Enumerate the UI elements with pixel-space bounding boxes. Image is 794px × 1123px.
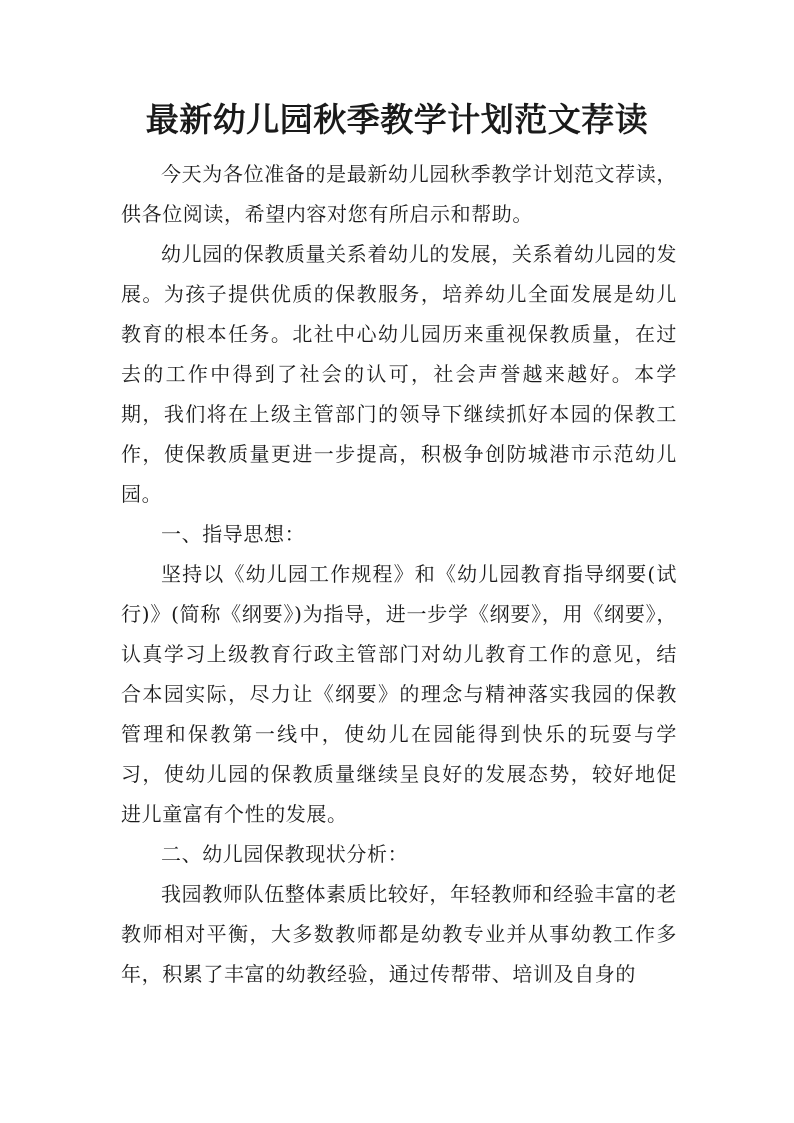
document-title: 最新幼儿园秋季教学计划范文荐读 bbox=[145, 100, 649, 139]
document-body bbox=[121, 154, 677, 994]
paragraph-status-analysis: 我园教师队伍整体素质比较好，年轻教师和经验丰富的老教师相对平衡，大多数教师都是幼教专业并从事幼教工作多年，积累了丰富的幼教经验，通过传帮带、培训及自身的 bbox=[121, 882, 677, 986]
paragraph-intro: 今天为各位准备的是最新幼儿园秋季教学计划范文荐读，供各位阅读，希望内容对您有所启示和帮助。 bbox=[121, 162, 677, 226]
section-heading-status-analysis: 二、幼儿园保教现状分析： bbox=[161, 842, 409, 866]
section-heading-guiding-ideology: 一、指导思想： bbox=[161, 522, 306, 546]
paragraph-guiding-ideology: 坚持以《幼儿园工作规程》和《幼儿园教育指导纲要(试行)》(简称《纲要》)为指导，进一步学《纲要》，用《纲要》，认真学习上级教育行政主管部门对幼儿教育工作的意见，结合本园实际，尽力让《纲要》的理念与精神落实我园的保教管理和保教第一线中，使幼儿在园能得到快乐的玩耍与学习，使幼儿园的保教质量继续呈良好的发展态势，较好地促进儿童富有个性的发展。 bbox=[121, 562, 677, 826]
paragraph-background: 幼儿园的保教质量关系着幼儿的发展，关系着幼儿园的发展。为孩子提供优质的保教服务，培养幼儿全面发展是幼儿教育的根本任务。北社中心幼儿园历来重视保教质量，在过去的工作中得到了社会的认可，社会声誉越来越好。本学期，我们将在上级主管部门的领导下继续抓好本园的保教工作，使保教质量更进一步提高，积极争创防城港市示范幼儿园。 bbox=[121, 242, 677, 506]
